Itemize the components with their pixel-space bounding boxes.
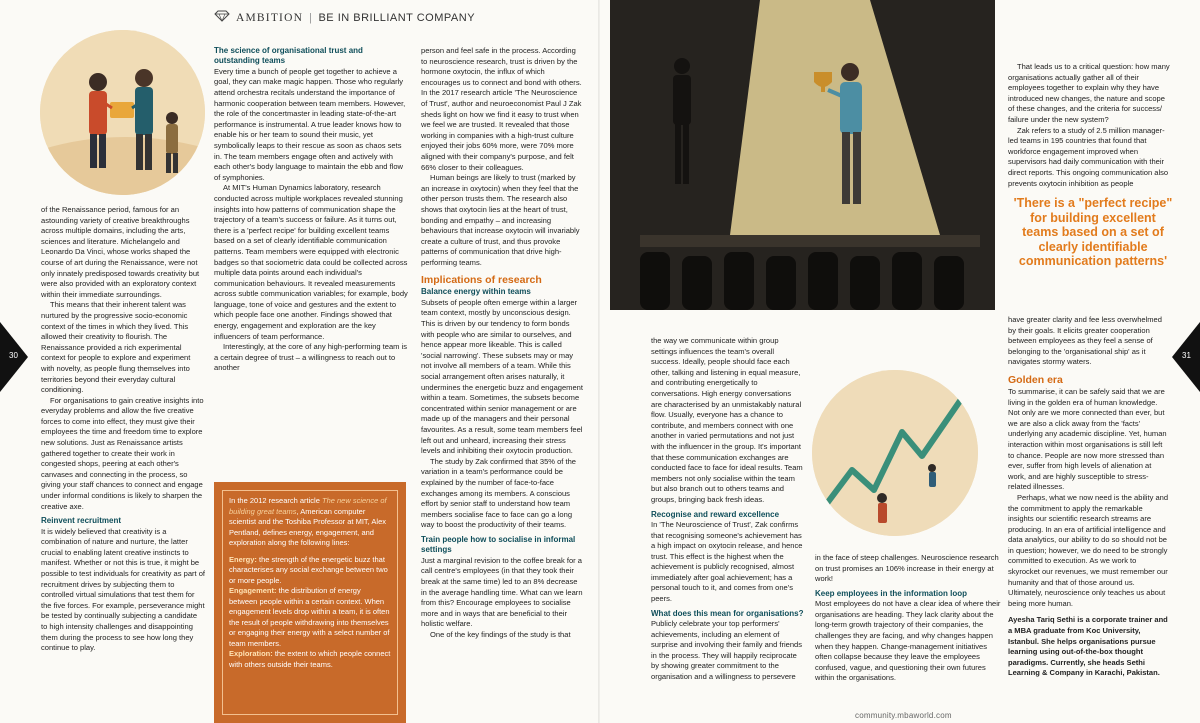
col3-paragraph-6: One of the key findings of the study is that [430,629,571,639]
sidebar-engagement [229,586,391,649]
growth-chart-illustration [812,370,978,536]
sidebar-intro-a: In the 2012 research article [229,496,322,505]
col3-paragraph-3: Subsets of people often emerge within a larger team context, mostly by unconscious design. This is driven by our tendency to form bonds with people who are similar to ourselves, and hence appear more likeable. This is called 'social narrowing'. These subsets may or may not involve all members of a team. While this social arrangement often arises naturally, it undermines the energetic buzz and engagement within a team. Sometimes, the subsets become concentrated within senior management or are made up of the managers and their personal favourites. As a result, some team members feel left out and unheard, increasing their stress levels and inhibiting their oxytocin production. [421,297,583,456]
col1-paragraph-1: of the Renaissance period, famous for an astounding variety of creative breakthroughs across multiple domains, including the arts, sciences and literature. Michelangelo and Leonardo Da Vinci, whose works shaped the course of art during the Renaissance, were not only innately predisposed towards creativity but were also provided with an exploratory context within their immediate surroundings. [41,205,200,299]
teamwork-illustration [40,30,205,195]
ambition-logo-icon [214,10,230,25]
sidebar-engagement-label: Engagement: [229,586,277,595]
col6-paragraph-2: Zak refers to a study of 2.5 million manager-led teams in 195 countries that found that workforce engagement improved when supervisors had daily communication with their direct reports. This ongoing communication also prevents oxytocin inhibition as people [1008,125,1169,188]
masthead [214,10,475,25]
footer-url[interactable]: community.mbaworld.com [855,711,952,720]
sidebar-exploration [229,649,391,670]
sidebar-energy [229,555,391,587]
sidebar-exploration-label: Exploration: [229,649,273,658]
col6-paragraph-3: have greater clarity and fee less overwhelmed by their goals. It elicits greater cooperation between employees as they feel a sense of belonging to the 'organisational ship' as it navigates stormy waters. [1008,315,1162,367]
col4-heading-recognise-reward: Recognise and reward excellence [651,509,780,519]
illustration-circle-growth [812,370,978,536]
sidebar-engagement-text: the distribution of energy between people within a certain context. When engagement levels drop within a team, it is often the result of people withdrawing into themselves or engaging their energy with a select number of team members. [229,586,390,648]
col2-paragraph-2: At MIT's Human Dynamics laboratory, research conducted across multiple workplaces revealed stunning insights into how patterns of communication shape the trajectory of a team's success or failure. As it turns out, there is a 'perfect recipe' for building excellent teams based on a set of clearly identifiable communication patterns. Team members were equipped with electronic badges so that sociometric data could be collected across multiple data points around each individual's communication behaviours. It revealed measurements across subtle communication variables; for example, body language, tone of voice and gestures and the extent to which people face one another. Findings showed that energy, engagement and exploration are the key influencers of team performance. [214,183,408,341]
masthead-brand: AMBITION [236,11,304,24]
col4-paragraph-1: the way we communicate within group settings influences the team's overall success. Ideally, people should face each other, talking and listening in equal measure, and contributing energetically to conversations. High energy conversations are characterised by an unmistakably natural flow. Usually, everyone has a chance to contribute, and members connect with one another in varied permutations and not just with the influencer in the group. It's important that these communication exchanges are conducted face to face for ideal results. Team members not only socialise within the team but also branch out to others teams and groups, bringing back fresh ideas. [651,336,803,504]
col3-paragraph-4: The study by Zak confirmed that 35% of the variation in a team's performance could be explained by the number of face-to-face exchanges among its members. A conscious effort by senior staff to understand how team members socialise face to face can go a long way to boost the productivity of their teams. [421,456,576,530]
illustration-circle-teamwork [40,30,205,195]
sidebar-inner [222,490,398,715]
col6-paragraph-4: To summarise, it can be safely said that we are living in the golden era of human knowledge. Not only are we more connected than ever, but we are also a click away from the 'facts' underlying any academic discipline. Yet, human interaction within most organisations is still left to chance. People are now more stressed than ever, suffer from high levels of alienation at work, and are highly susceptible to stress-related illnesses. [1008,386,1167,492]
column-3 [421,46,584,641]
col2-paragraph-3: Interestingly, at the core of any high-performing team is a certain degree of trust – a willingness to reach out to another [214,342,408,373]
col4-paragraph-3: Publicly celebrate your top performers' achievements, including an element of surprise and involving their family and friends in the process. They will happily reciprocate by showing greater commitment to the organisation and a willingness to persevere [651,619,803,682]
author-bio: Ayesha Tariq Sethi is a corporate trainer and a MBA graduate from Koc University, Istanbul. She helps organisations pursue learning using out-of-the-box thought paradigms. Currently, she heads Sethi Learning & Company in Karachi, Pakistan. [1008,615,1168,678]
col3-subheading-balance-energy: Balance energy within teams [421,287,531,297]
column-4 [651,336,804,683]
col5-paragraph-2: Most employees do not have a clear idea of where their organisations are heading. They lack clarity about the long-term growth trajectory of their companies, the challenges they are facing, and why changes happen when they happen. Change-management initiatives often collapse because they leave the employees confused, vague, and questioning their own futures within the organisations. [815,599,1001,683]
column-2 [214,46,408,374]
sidebar-intro [229,496,391,549]
col1-paragraph-3: For organisations to gain creative insights into everyday problems and allow the five creative forces to come into effect, they must give their employees the time and freedom time to explore new solutions. Just as Renaissance artists gathered together to create their work in congested shops, peering at each other's canvases and connecting in the process, so giving your staff chances to connect and engage under informal conditions is likely to sharpen the creative axe. [41,395,204,511]
col3-heading-implications: Implications of research [421,274,542,287]
sidebar-exploration-text: the extent to which people connect with others outside their teams. [229,649,391,669]
col3-paragraph-5: Just a marginal revision to the coffee break for a call centre's employees (in that they took their break at the same time) led to an 8% decrease in the average handling time. What can we learn from this? Encourage employees to socialise more and in ways that are beneficial to their holistic welfare. [421,555,583,629]
col1-heading-reinvent-recruitment: Reinvent recruitment [41,516,122,526]
spotlight-trophy-illustration [610,0,995,310]
col3-paragraph-2: Human beings are likely to trust (marked by an increase in oxytocin) when they feel that the other person trusts them. The research also shows that oxytocin lies at the heart of trust, bonding and empathy – and increasing behaviours that increase oxytocin will invariably create a culture of trust, and thus provoke patterns of communication that drive high-performing teams. [421,173,580,267]
col3-paragraph-1: person and feel safe in the process. According to neuroscience research, trust is driven by the hormone oxytocin, the influx of which encourages us to connect and bond with others. In the 2017 research article 'The Neuroscience of Trust', author and neuroeconomist Paul J Zak sheds light on how we find it easy to trust when we feel we are trusted. It revealed that those working in companies with a high-trust culture enjoyed their jobs 60% more, were 70% more aligned with their company's purpose, and felt 66% closer to their colleagues. [421,46,582,172]
col4-paragraph-2: In 'The Neuroscience of Trust', Zak confirms that recognising someone's achievement has a high impact on oxytocin release, and hence trust. This effect is the highest when the achievement is publicly recognised, almost immediately after goal achievement; has a personal touch to it, and comes from one's peers. [651,519,803,604]
col3-subheading-train-people: Train people how to socialise in informal settings [421,534,576,555]
col6-paragraph-5: Perhaps, what we now need is the ability and the commitment to apply the remarkable insights our scientific research streams are producing. In an era of artificial intelligence and data analytics, our ability to do so should not be in question; however, we do need to be strongly committed to execution. As we work to skyrocket our revenues, we must remember our humanity and that of those around us. Ultimately, neuroscience only teaches us about being more human. [1008,492,1169,608]
col4-heading-what-does-this-mean: What does this mean for organisations? [651,608,804,618]
sidebar-intro-b: , American computer scientist and the Toshiba Professor at MIT, Alex Pentland, defines energy, engagement, and exploration along the following lines: [229,506,387,547]
hero-illustration-spotlight [610,0,995,310]
column-6-continued [1008,315,1170,679]
sidebar-box [214,482,406,723]
column-1 [41,205,205,654]
col1-paragraph-4: It is widely believed that creativity is a combination of nature and nurture, the latter crucial to enabling latent creative instincts to manifest. Whether or not this is true, it might be possible to test individuals for creativity as part of recruitment drives by subjecting them to controlled virtual simulations that test them for the five forces. For example, perseverance might be tested by continually subjecting a candidate to high intensity challenges and disappointing them during the process to see how long they continue to play. [41,526,206,653]
sidebar-energy-text: the strength of the energetic buzz that characterises any social exchange between two or more people. [229,554,388,585]
sidebar-article-title: The new science of building great teams [229,496,387,516]
col6-heading-golden-era: Golden era [1008,373,1063,386]
col2-heading-science-of-trust: The science of organisational trust and outstanding teams [214,46,363,66]
col1-paragraph-2: This means that their inherent talent was nurtured by the progressive socio-economic context of the times in which they lived. This allowed their creativity to flourish. The Renaissance provided a rich experimental context for people to explore and experiment with novelty, as people flung themselves into territories beyond their everyday cultural conditioning. [41,300,191,395]
col2-paragraph-1: Every time a bunch of people get together to achieve a goal, they can make magic happen. Those who regularly attend orchestra recitals understand the importance of harmonic cooperation between team members. However, the role of the concertmaster in leading state-of-the-art performance is instrumental. A true leader knows how to enable his or her team to sound their music, yet symbolically leaps to their rescue as soon as chaos sets in. The team members engage often and actively with each other's body language to maintain the ebb and flow of symphonies. [214,66,406,182]
col5-heading-information-loop: Keep employees in the information loop [815,588,968,598]
col6-paragraph-1: That leads us to a critical question: how many organisations actually gather all of their employees together to explain why they have introduced new changes, the nature and scope of these changes, and the criteria for success/ failure under the new system? [1008,62,1170,124]
page-number-right: 31 [1182,351,1191,360]
column-5 [815,553,1001,684]
pull-quote: 'There is a "perfect recipe" for building excellent teams based on a set of clearly identifiable communication patterns' [1013,196,1173,269]
sidebar-energy-label: Energy: [229,554,257,564]
page-number-left: 30 [9,351,18,360]
col5-paragraph-1: in the face of steep challenges. Neuroscience research on trust promises an 106% increase in their energy at work! [815,553,999,584]
column-6 [1008,62,1170,189]
masthead-separator: | [309,11,313,24]
masthead-tagline: BE IN BRILLIANT COMPANY [318,11,476,24]
